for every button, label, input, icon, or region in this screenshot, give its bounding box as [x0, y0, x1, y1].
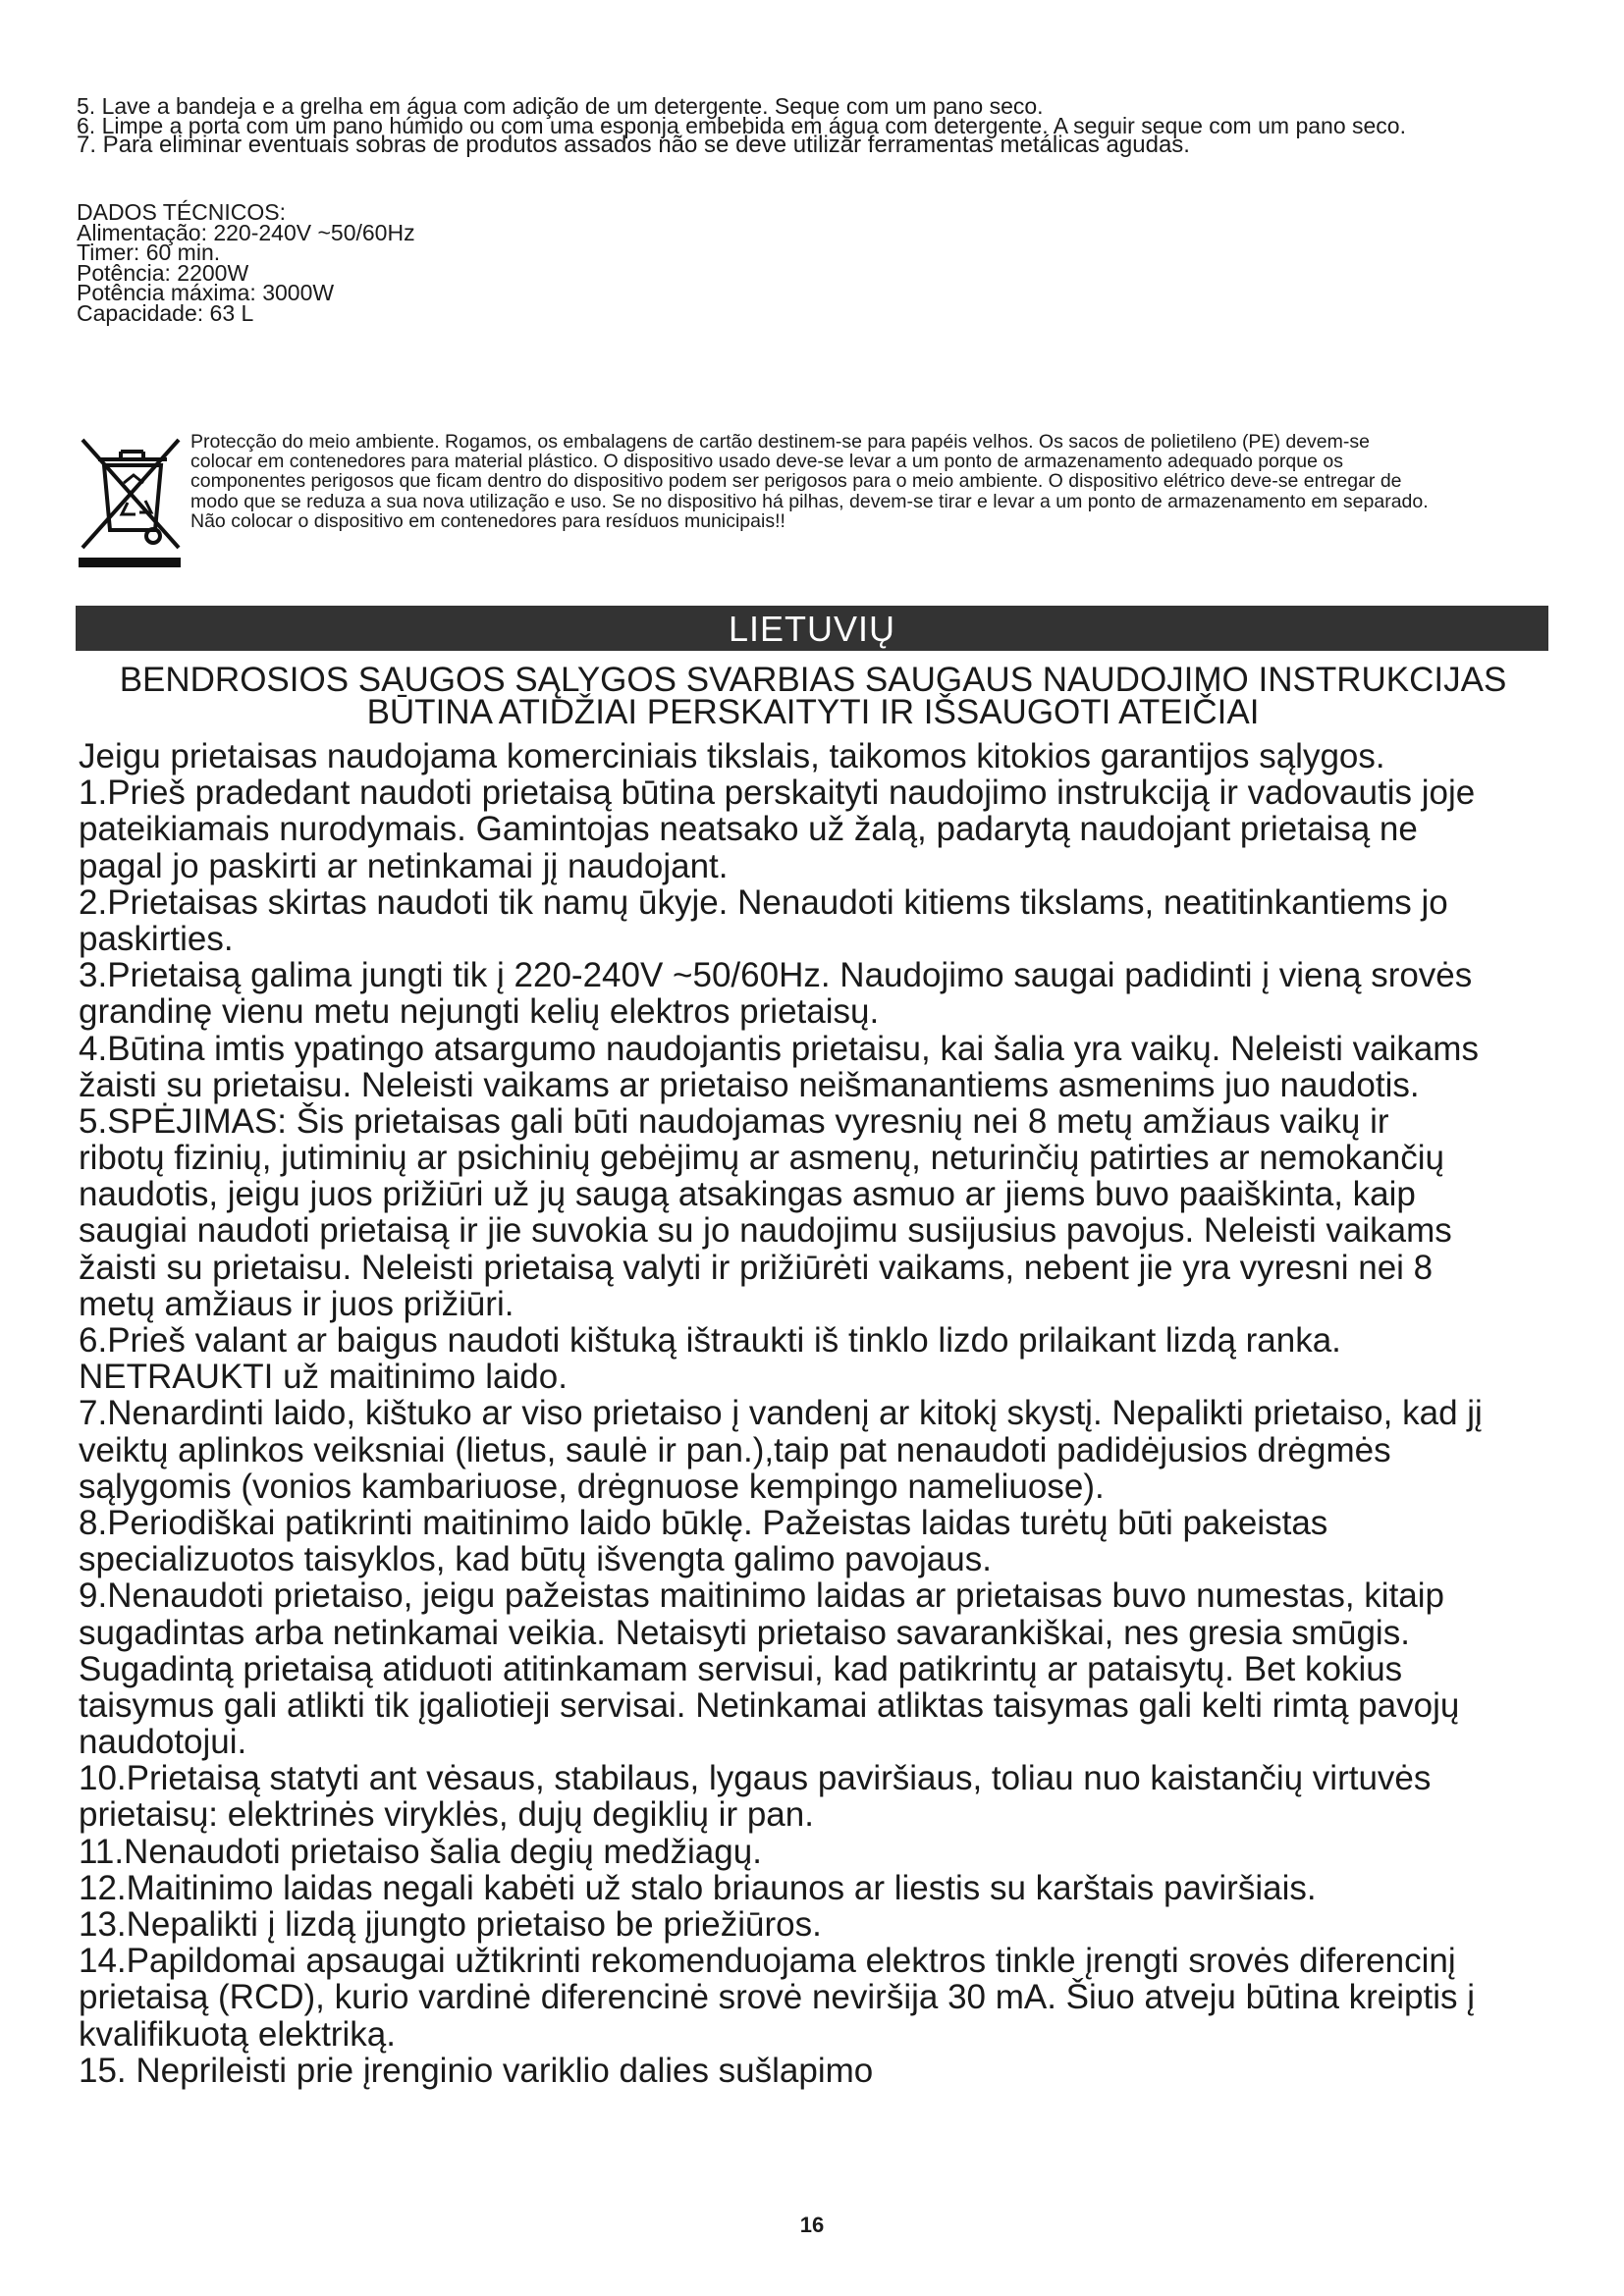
environment-line: componentes perigosos que ficam dentro do dispositivo podem ser perigosos para o meio ambiente. O dispositivo elétrico deve-se entregar de [190, 470, 1402, 493]
instruction-line: metų amžiaus ir juos prižiūri. [79, 1284, 514, 1323]
instruction-line: ribotų fizinių, jutiminių ar psichinių gebėjimų ar asmenų, neturinčių patirties ar nemokančių [79, 1139, 1444, 1178]
environment-line: colocar em contenedores para material plástico. O dispositivo usado deve-se levar a um ponto de armazenamento adequado porque os [190, 451, 1343, 473]
page-number: 16 [799, 2213, 825, 2237]
instruction-line: prietaisą (RCD), kurio vardinė diferencinė srovė neviršija 30 mA. Šiuo atveju būtina kreiptis į [79, 1978, 1476, 2017]
instruction-line: 4.Būtina imtis ypatingo atsargumo naudojantis prietaisu, kai šalia yra vaikų. Neleisti vaikams [79, 1029, 1479, 1068]
technical-data-line: Alimentação: 220-240V ~50/60Hz [77, 219, 415, 245]
instruction-line: paskirties. [79, 919, 234, 958]
instruction-line: sugadintas arba netinkamai veikia. Netaisyti prietaiso savarankiškai, nes gresia smūgis. [79, 1613, 1410, 1652]
technical-data-line: Potência: 2200W [77, 259, 249, 286]
instruction-line: žaisti su prietaisu. Neleisti vaikams ar prietaiso neišmanantiems asmenims juo naudotis. [79, 1065, 1420, 1104]
instruction-line: 1.Prieš pradedant naudoti prietaisą būtina perskaityti naudojimo instrukciją ir vadovautis joje [79, 774, 1476, 813]
instruction-line: veiktų aplinkos veiksniai (lietus, saulė ir pan.),taip pat nenaudoti padidėjusios drėgmės [79, 1430, 1391, 1469]
step-6: 6. Limpe a porta com um pano húmido ou com uma esponja embebida em água com detergente. A seguir seque com um pano seco. [77, 113, 1406, 138]
environment-line: Protecção do meio ambiente. Rogamos, os embalagens de cartão destinem-se para papéis velhos. Os sacos de polietileno (PE) devem-se [190, 431, 1370, 453]
environmental-protection-note [190, 432, 1565, 531]
instruction-line: NETRAUKTI už maitinimo laido. [79, 1358, 568, 1397]
instruction-line: 2.Prietaisas skirtas naudoti tik namų ūkyje. Nenaudoti kitiems tikslams, neatitinkantiems jo [79, 882, 1448, 922]
instruction-line: naudotojui. [79, 1723, 247, 1762]
instruction-line: 12.Maitinimo laidas negali kabėti už stalo briaunos ar liestis su karštais paviršiais. [79, 1868, 1317, 1907]
instruction-line: grandinę vienu metu nejungti kelių elektros prietaisų. [79, 992, 880, 1032]
technical-data-line: Capacidade: 63 L [77, 299, 254, 326]
technical-data-title: DADOS TÉCNICOS: [77, 199, 286, 225]
step-5: 5. Lave a bandeja e a grelha em água com adição de um detergente. Seque com um pano seco. [77, 93, 1044, 119]
instruction-line: pagal jo paskirti ar netinkamai jį naudojant. [79, 846, 729, 885]
instruction-line: 15. Neprileisti prie įrenginio variklio dalies sušlapimo [79, 2051, 874, 2090]
instruction-line: Jeigu prietaisas naudojama komerciniais tikslais, taikomos kitokios garantijos sąlygos. [79, 737, 1385, 775]
instruction-line: 13.Nepalikti į lizdą įjungto prietaiso be priežiūros. [79, 1905, 822, 1944]
safety-instructions [79, 738, 1571, 2089]
safety-heading: BENDROSIOS SAUGOS SĄLYGOS SVARBIAS SAUGAUS NAUDOJIMO INSTRUKCIJAS [119, 661, 1507, 699]
instruction-line: specializuotos taisyklos, kad būtų išvengta galimo pavojaus. [79, 1540, 992, 1579]
environment-line: Não colocar o dispositivo em contenedores para resíduos municipais!! [190, 509, 785, 532]
instruction-line: 3.Prietaisą galima jungti tik į 220-240V ~50/60Hz. Naudojimo saugai padidinti į vieną srovės [79, 956, 1473, 995]
instruction-line: žaisti su prietaisu. Neleisti prietaisą valyti ir prižiūrėti vaikams, nebent jie yra vyresni nei 8 [79, 1248, 1434, 1287]
instruction-line: 8.Periodiškai patikrinti maitinimo laido būklę. Pažeistas laidas turėtų būti pakeistas [79, 1503, 1328, 1542]
instruction-line: sąlygomis (vonios kambariuose, drėgnuose kempingo nameliuose). [79, 1467, 1105, 1506]
instruction-line: taisymus gali atlikti tik įgaliotieji servisai. Netinkamai atliktas taisymas gali kelti rimtą pavojų [79, 1685, 1460, 1725]
instruction-line: saugiai naudoti prietaisą ir jie suvokia su jo naudojimu susijusius pavojus. Neleisti vaikams [79, 1211, 1452, 1251]
instruction-line: 5.SPĖJIMAS: Šis prietaisas gali būti naudojamas vyresnių nei 8 metų amžiaus vaikų ir [79, 1101, 1389, 1141]
instruction-line: 10.Prietaisą statyti ant vėsaus, stabilaus, lygaus paviršiaus, toliau nuo kaistančių virtuvės [79, 1759, 1432, 1798]
instruction-line: 14.Papildomai apsaugai užtikrinti rekomenduojama elektros tinkle įrengti srovės diferencinį [79, 1942, 1456, 1981]
instruction-line: 11.Nenaudoti prietaiso šalia degių medžiagų. [79, 1832, 762, 1871]
technical-data-line: Potência máxima: 3000W [77, 280, 335, 305]
language-banner: LIETUVIŲ [76, 606, 1548, 651]
technical-data [77, 199, 666, 326]
instruction-line: 9.Nenaudoti prietaiso, jeigu pažeistas maitinimo laidas ar prietaisas buvo numestas, kitaip [79, 1576, 1445, 1616]
instruction-line: 6.Prieš valant ar baigus naudoti kištuką ištraukti iš tinklo lizdo prilaikant lizdą ranka. [79, 1321, 1341, 1360]
safety-subheading: BŪTINA ATIDŽIAI PERSKAITYTI IR IŠSAUGOTI ATEIČIAI [366, 693, 1260, 731]
step-7: 7. Para eliminar eventuais sobras de produtos assados não se deve utilizar ferramentas metálicas agudas. [77, 132, 1190, 158]
portuguese-cleaning-steps [77, 93, 1549, 158]
environment-line: modo que se reduza a sua nova utilização e uso. Se no dispositivo há pilhas, devem-se tirar e levar a um ponto de armazenamento em separado. [190, 490, 1429, 512]
crossed-out-wheelie-bin-icon [77, 422, 185, 569]
instruction-line: Sugadintą prietaisą atiduoti atitinkamam servisui, kad patikrintų ar pataisytų. Bet kokius [79, 1649, 1403, 1688]
instruction-line: naudotis, jeigu juos prižiūri už jų saugą atsakingas asmuo ar jiems buvo paaiškinta, kaip [79, 1175, 1416, 1214]
instruction-line: pateikiamais nurodymais. Gamintojas neatsako už žalą, padarytą naudojant prietaisą ne [79, 810, 1418, 849]
instruction-line: 7.Nenardinti laido, kištuko ar viso prietaiso į vandenį ar kitokį skystį. Nepalikti prietaiso, kad jį [79, 1394, 1483, 1433]
instruction-line: prietaisų: elektrinės viryklės, dujų degiklių ir pan. [79, 1795, 814, 1835]
instruction-line: kvalifikuotą elektriką. [79, 2014, 396, 2054]
technical-data-line: Timer: 60 min. [77, 240, 221, 265]
